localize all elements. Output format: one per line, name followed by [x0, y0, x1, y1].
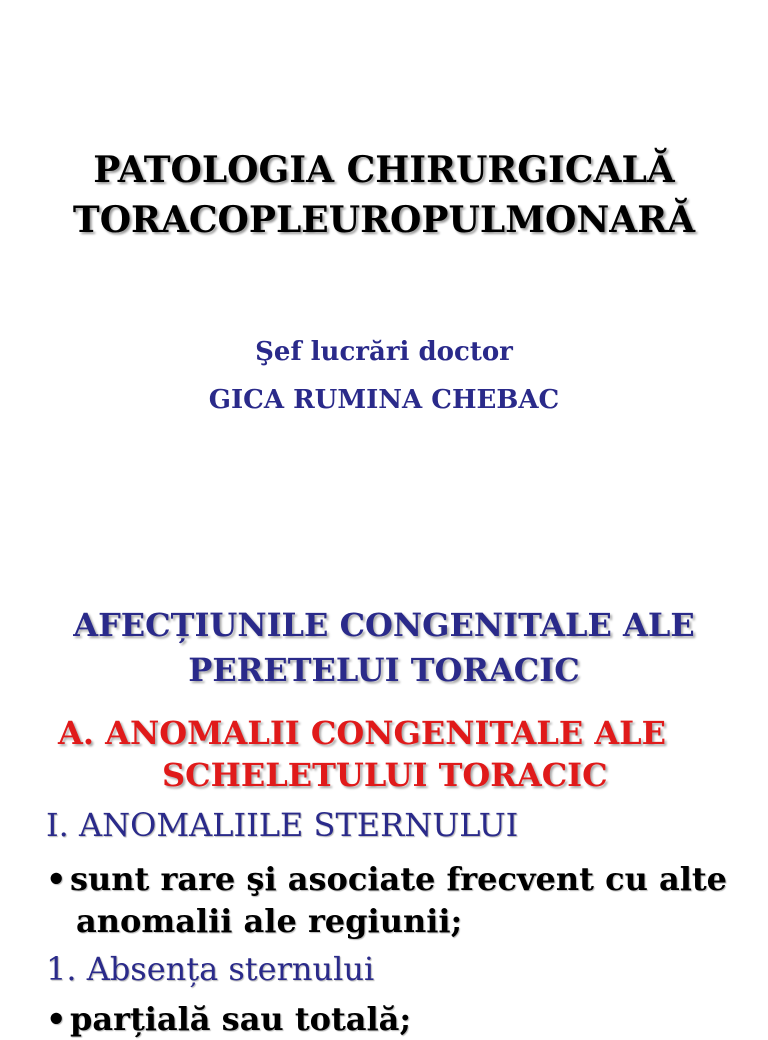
bullet-item-rare	[46, 858, 766, 900]
bullet-icon: •	[46, 1000, 67, 1038]
bullet-text-line-2: anomalii ale regiunii;	[76, 902, 463, 940]
author-position: Şef lucrări doctor	[255, 337, 513, 367]
subsection-heading-line-1: A. ANOMALII CONGENITALE ALE	[58, 714, 667, 752]
section-heading-line-1: AFECȚIUNILE CONGENITALE ALE	[73, 606, 695, 644]
bullet-item-partial	[46, 998, 766, 1040]
section-heading-line-2: PERETELUI TORACIC	[188, 651, 580, 689]
sternum-anomalies-heading: I. ANOMALIILE STERNULUI	[46, 806, 519, 844]
page-title-line-1: PATOLOGIA CHIRURGICALĂ	[93, 149, 675, 191]
bullet-text-line-1: sunt rare şi asociate frecvent cu alte	[70, 860, 728, 898]
page-title-line-2: TORACOPLEUROPULMONARĂ	[72, 199, 696, 241]
subsection-heading-line-2: SCHELETULUI TORACIC	[162, 756, 608, 794]
bullet-text-partial: parțială sau totală;	[70, 1000, 412, 1038]
bullet-icon: •	[46, 860, 67, 898]
sternum-absence-heading: 1. Absența sternului	[46, 950, 375, 988]
author-name: GICA RUMINA CHEBAC	[208, 385, 560, 415]
